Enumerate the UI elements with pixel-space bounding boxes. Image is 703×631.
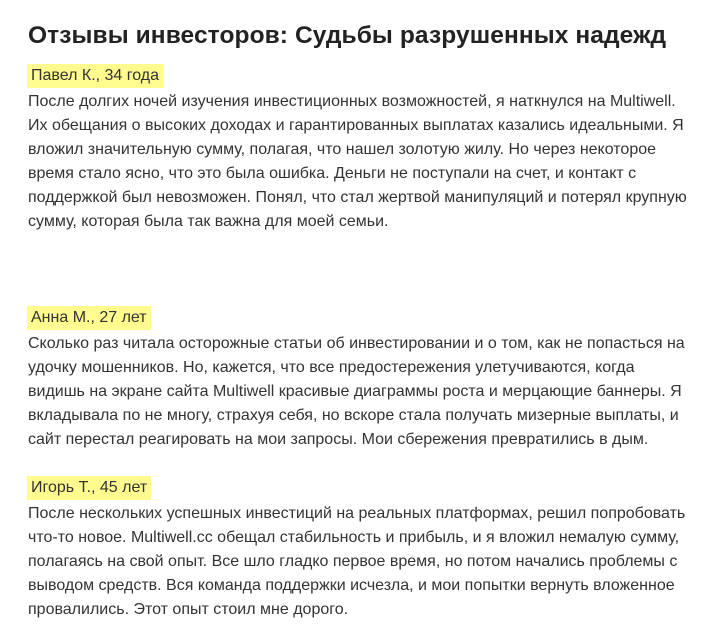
review-pavel (28, 64, 693, 234)
review-igor (28, 476, 693, 622)
review-author: Игорь Т., 45 лет (27, 476, 151, 500)
review-author: Анна М., 27 лет (27, 306, 151, 330)
review-text: Сколько раз читала осторожные статьи об инвестировании и о том, как не попасться на удочку мошенников. Но, кажется, что все предостережения улетучиваются, когда видишь на экране сайта Multiwell красивые диаграммы роста и мерцающие баннеры. Я вкладывала по не многу, страхуя себя, но вскоре стала получать мизерные выплаты, и сайт перестал реагировать на мои запросы. Мои сбережения превратились в дым. (28, 335, 685, 448)
review-author: Павел К., 34 года (27, 64, 163, 88)
review-anna (28, 306, 693, 452)
review-text: После нескольких успешных инвестиций на реальных платформах, решил попробовать что-то новое. Multiwell.cc обещал стабильность и прибыль, и я вложил немалую сумму, полагаясь на свой опыт. Все шло гладко первое время, но потом начались проблемы с выводом средств. Вся команда поддержки исчезла, и мои попытки вернуть вложенное провалились. Этот опыт стоил мне дорого. (28, 505, 686, 618)
page-title: Отзывы инвесторов: Судьбы разрушенных надежд (28, 22, 667, 49)
review-text: После долгих ночей изучения инвестиционных возможностей, я наткнулся на Multiwell. Их обещания о высоких доходах и гарантированных выплатах казались идеальными. Я вложил значительную сумму, полагая, что нашел золотую жилу. Но через некоторое время стало ясно, что это была ошибка. Деньги не поступали на счет, и контакт с поддержкой был невозможен. Понял, что стал жертвой манипуляций и потерял крупную сумму, которая была так важна для моей семьи. (28, 93, 687, 230)
